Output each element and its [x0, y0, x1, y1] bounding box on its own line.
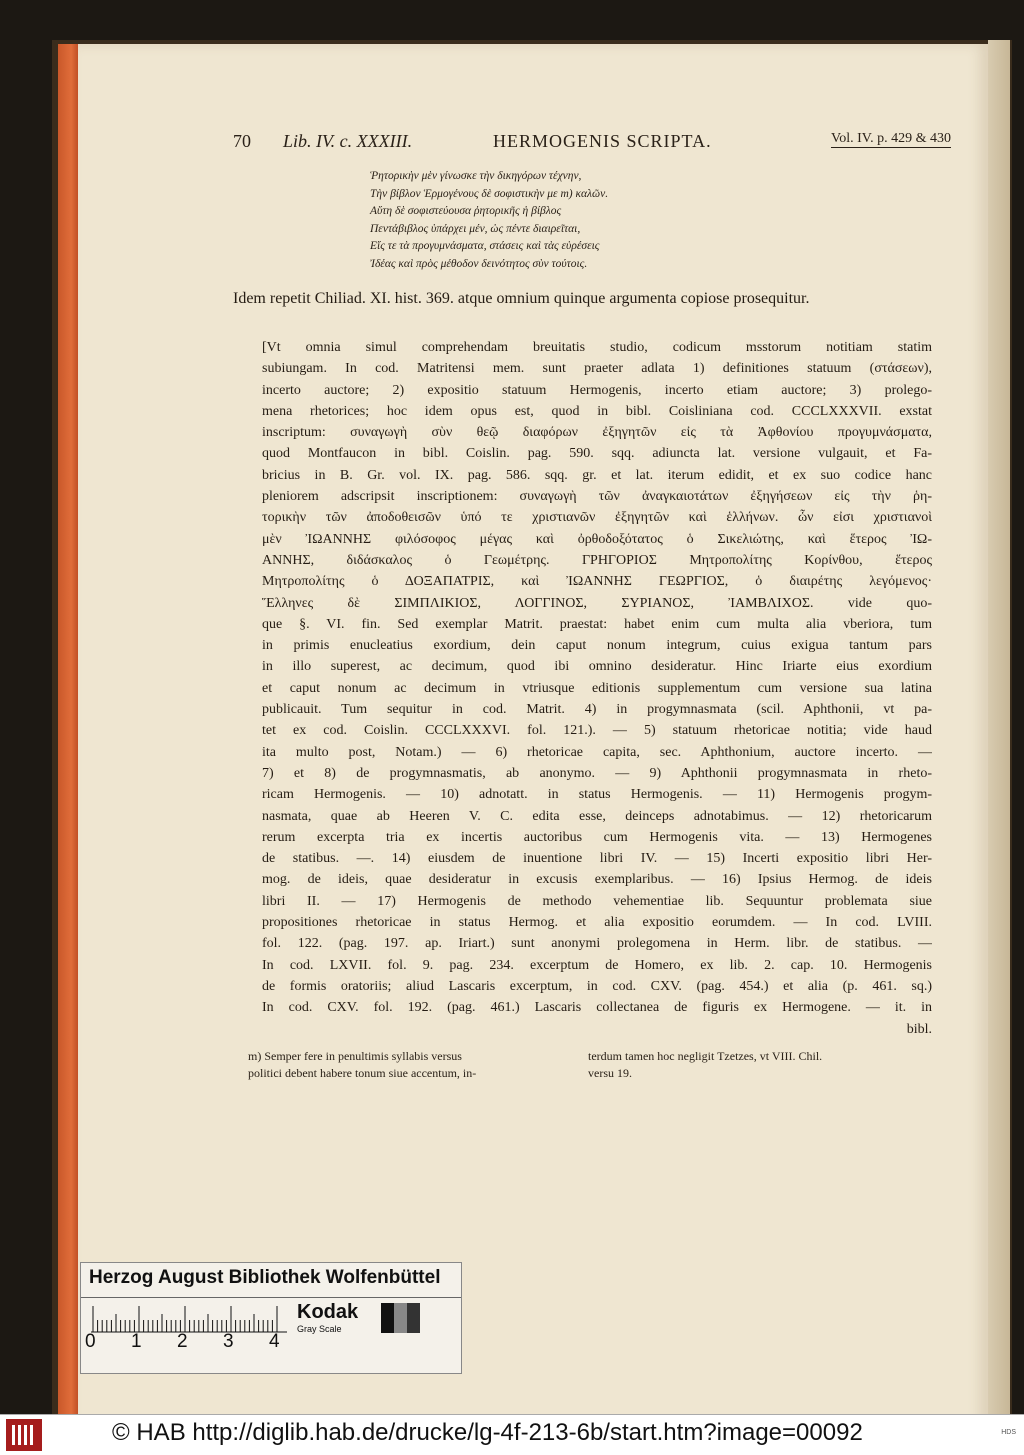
footnote-left [248, 1048, 566, 1082]
text-line: quod Montfaucon in bibl. Coislin. pag. 590. sqq. adiuncta lat. versione vulgauit, et Fa- [262, 446, 932, 462]
footnote-line: terdum tamen hoc negligit Tzetzes, vt VIII. Chil. [588, 1049, 823, 1063]
ruler-numbers [85, 1331, 345, 1357]
gray-swatch-black [381, 1303, 394, 1333]
gray-swatch-mid [394, 1303, 407, 1333]
text-line: bricius in B. Gr. vol. IX. pag. 586. sqq. gr. et lat. iterum edidit, et ex suo codice hanc [262, 467, 932, 483]
scale-number: 0 [85, 1331, 96, 1352]
kodak-logo [297, 1301, 358, 1334]
text-line: publicauit. Tum sequitur in cod. Matrit. 4) in progymnasmata (scil. Aphthonii, vt pa- [262, 702, 932, 718]
text-line: tet ex cod. Coislin. CCCLXXXVI. fol. 121.). — 5) statuum rhetoricae notitia; vide haud [262, 723, 932, 739]
text-line: libri II. — 17) Hermogenis de methodo vehementiae lib. Sequuntur problemata siue [262, 893, 932, 909]
text-line: inscriptum: συναγωγὴ σὺν θεῷ διαφόρων ἐξηγητῶν εἰς τὰ Ἀφθονίου προγυμνάσματα, [262, 425, 932, 441]
text-line: mog. de ideis, quae desideratur in excusis exemplaribus. — 16) Ipsius Hermog. de ideis [262, 872, 932, 888]
text-line: de statibus. —. 14) eiusdem de inuentione libri IV. — 15) Incerti expositio libri Her- [262, 851, 932, 867]
page-title: HERMOGENIS SCRIPTA. [493, 131, 712, 151]
verse-line: Αὕτη δὲ σοφιστεύουσα ῥητορικῆς ἡ βίβλος [370, 205, 562, 217]
book-reference: Lib. IV. c. XXXIII. [283, 131, 413, 151]
library-label [80, 1262, 462, 1374]
footnote-line: m) Semper fere in penultimis syllabis versus [248, 1049, 462, 1063]
text-line: Μητροπολίτης ὁ ΔΟΞΑΠΑΤΡΙΣ, καὶ ἸΩΑΝΝΗΣ ΓΕΩΡΓΙΟΣ, ὁ διαιρέτης λεγόμενος· [262, 574, 932, 590]
running-header [233, 131, 951, 157]
idem-line: Idem repetit Chiliad. XI. hist. 369. atque omnium quinque argumenta copiose prosequitur. [233, 290, 810, 307]
institution-name: Herzog August Bibliothek Wolfenbüttel [89, 1267, 441, 1288]
scale-number: 1 [131, 1331, 142, 1352]
gray-swatch-dark [407, 1303, 420, 1333]
hab-logo-icon [6, 1419, 42, 1451]
scale-number: 4 [269, 1331, 280, 1352]
text-line: nasmata, quae ab Heeren V. C. edita esse, deinceps adnotabimus. — 12) rhetoricarum [262, 808, 932, 824]
text-line: propositiones rhetoricae in status Hermog. et alia expositio eorumdem. — In cod. LVIII. [262, 915, 932, 931]
text-line: mena rhetorices; hoc idem opus est, quod in bibl. Coisliniana cod. CCCLXXXVII. exstat [262, 403, 932, 419]
ruler-scale [91, 1305, 289, 1333]
verse-line: Ἰδέας καὶ πρὸς μέθοδον δεινότητος σὺν τούτοις. [370, 257, 588, 270]
text-line: fol. 122. (pag. 197. ap. Iriart.) sunt anonymi prolegomena in Herm. libr. de statibus. — [262, 936, 932, 952]
text-line: ita multo post, Notam.) — 6) rhetoricae capita, sec. Aphthonium, auctore incerto. — [262, 744, 932, 760]
text-line: ricam Hermogenis. — 10) adnotatt. in status Hermogenis. — 11) Hermogenis progym- [262, 787, 932, 803]
text-line: 7) et 8) de progymnasmatis, ab anonymo. — 9) Aphthonii progymnasmata in rheto- [262, 765, 932, 781]
text-line: incerto auctore; 2) expositio statuum Hermogenis, incerto etiam auctore; 3) prolego- [262, 382, 932, 398]
text-line: ΑΝΝΗΣ, διδάσκαλος ὁ Γεωμέτρης. ΓΡΗΓΟΡΙΟΣ Μητροπολίτης Κορίνθου, ἕτερος [262, 552, 932, 568]
footnote-line: versu 19. [588, 1066, 632, 1080]
scale-number: 3 [223, 1331, 234, 1352]
verse-line: Ῥητορικὴν μὲν γίνωσκε τὴν δικηγόρων τέχνην, [370, 170, 582, 182]
text-line: subiungam. In cod. Matritensi mem. sunt praeter adlata 1) definitiones statuum (στάσεων), [262, 361, 932, 377]
verse-line: Εἴς τε τὰ προγυμνάσματα, στάσεις καὶ τὰς εὑρέσεις [370, 240, 600, 252]
text-line: in illo superest, ac decimum, quod ibi omnino desideratur. Hinc Iriarte eius exordium [262, 659, 932, 675]
body-text [262, 337, 932, 1040]
footer-bar [0, 1414, 1024, 1455]
text-line: In cod. CXV. fol. 192. (pag. 461.) Lascaris collectanea de figuris ex Hermogene. — it. in [262, 1000, 932, 1016]
footnote-line: politici debent habere tonum siue accentum, in- [248, 1066, 477, 1080]
text-line: que §. VI. fin. Sed exemplar Matrit. praestat: habet enim cum multa alia vberiora, tum [262, 616, 932, 632]
facing-page-edge [988, 40, 1010, 1430]
page-number: 70 [233, 131, 251, 151]
gray-scale-text: Gray Scale [297, 1324, 342, 1334]
kodak-brand: Kodak [297, 1301, 359, 1323]
label-divider [81, 1297, 461, 1298]
greek-verse [370, 168, 930, 273]
tiny-mark: HDS [1001, 1429, 1016, 1436]
text-line: In cod. LXVII. fol. 9. pag. 234. excerptum de Homero, ex lib. 2. cap. 10. Hermogenis [262, 957, 932, 973]
text-line: bibl. [906, 1021, 932, 1037]
copyright-url[interactable]: © HAB http://diglib.hab.de/drucke/lg-4f-213-6b/start.htm?image=00092 [112, 1419, 863, 1446]
footnote-right [588, 1048, 948, 1082]
text-line: de formis oratoriis; aliud Lascaris excerptum, in cod. CXV. (pag. 454.) et alia (p. 461. sq.) [262, 978, 932, 994]
text-line: pleniorem adscripsit inscriptionem: συναγωγὴ τῶν ἀναγκαιοτάτων ἐξηγήσεων εἰς τὴν ῥη- [262, 489, 932, 505]
text-line: rerum excerpta tria ex incertis auctoribus cum Hermogenis vita. — 13) Hermogenes [262, 829, 932, 845]
text-line: Ἕλληνες δὲ ΣΙΜΠΛΙΚΙΟΣ, ΛΟΓΓΙΝΟΣ, ΣΥΡΙΑΝΟΣ, ἸΑΜΒΛΙΧΟΣ. vide quo- [262, 595, 932, 611]
text-line: τορικὴν τῶν ἀποδοθεισῶν ὑπό τε χριστιανῶν ἐξηγητῶν καὶ ἑλλήνων. ὧν εἰσι χριστιανοὶ [262, 510, 932, 526]
volume-reference: Vol. IV. p. 429 & 430 [830, 131, 951, 146]
ruler-ticks [91, 1305, 289, 1333]
verse-line: Πεντάβιβλος ὑπάρχει μέν, ὡς πέντε διαιρεῖται, [370, 222, 581, 235]
verse-line: Τὴν βίβλον Ἑρμογένους δὲ σοφιστικὴν με m) καλῶν. [370, 187, 609, 200]
text-line: μὲν ἸΩΑΝΝΗΣ φιλόσοφος μέγας καὶ ὀρθοδοξότατος ὁ Σικελιώτης, καὶ ἕτερος ἸΩ- [262, 531, 932, 547]
text-line: et caput nonum ac decimum in vtriusque editionis supplementum cum versione sua latina [262, 680, 932, 696]
text-line: [Vt omnia simul comprehendam breuitatis studio, codicum msstorum notitiam statim [262, 340, 932, 355]
page-edge-orange [58, 44, 80, 1430]
text-line: in primis enucleatius exordium, dein caput nonum integrum, cuius exigua tantum pars [262, 638, 932, 654]
scale-number: 2 [177, 1331, 188, 1352]
